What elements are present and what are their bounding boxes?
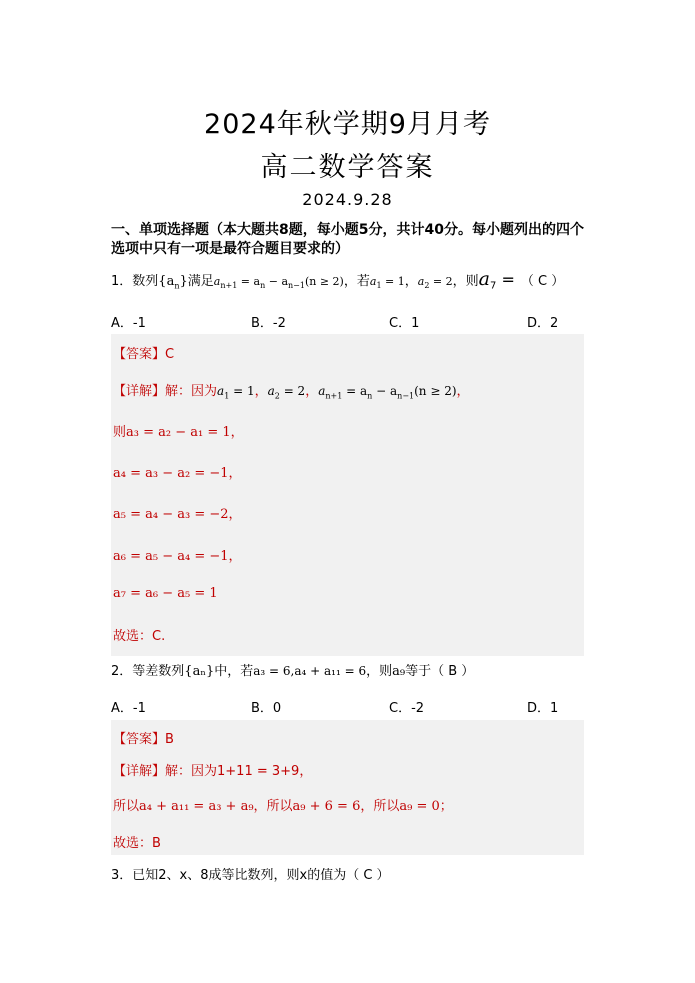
answer-value: C [165,347,175,362]
question-number: 1． [111,274,133,289]
answer-line-1 [113,343,174,362]
answer-value: B [165,732,174,747]
section-heading: 一、单项选择题（本大题共8题，每小题5分，共计40分。每小题列出的四个选项中只有一项是最符合题目要求的） [111,222,584,257]
detail-line-q2-1: 【详解】解：因为1+11 = 3+9， [113,764,313,779]
detail-tag: 【详解】 [113,764,166,779]
choice-b: B．0 [251,701,282,716]
conclusion-2: 故选：B [113,836,161,851]
conclusion-1: 故选：C. [113,629,166,644]
detail-line-2: 则a₃ = a₂ − a₁ = 1， [113,425,244,440]
answer-line-2 [113,728,174,747]
question-3: 3．已知2、x、8成等比数列，则x的值为（ C ） [111,868,390,883]
question-2: 2．等差数列{aₙ}中，若a₃ = 6,a₄ + a₁₁ = 6，则a₉等于（ B ） [111,664,475,679]
choice-d: D．1 [527,701,559,716]
answer-tag: 【答案】 [113,347,166,362]
choice-c: C．-2 [389,701,425,716]
answer-block-2 [111,720,584,855]
choice-a: A．-1 [111,316,146,331]
choice-b: B．-2 [251,316,286,331]
exam-title: 2024年秋学期9月月考 [204,109,491,140]
answer-tag: 【答案】 [113,732,166,747]
detail-line-3: a₄ = a₃ − a₂ = −1， [113,466,242,481]
detail-line-4: a₅ = a₄ − a₃ = −2， [113,507,242,522]
question-number: 2． [111,664,133,679]
question-1: 1．数列$\{a_n\}$满足$a_{n+1} = a_n - a_{n-1}(n \ge 2)$，若$a_1 = 1$，$a_2 = 2$，则$a_7$ = （ C ） [111,268,565,292]
exam-date: 2024.9.28 [302,190,393,209]
choice-c: C．1 [389,316,420,331]
detail-line-5: a₆ = a₅ − a₄ = −1， [113,549,242,564]
choice-a: A．-1 [111,701,146,716]
detail-line-1: 【详解】解：因为$a_1 = 1$，$a_2 = 2$，$a_{n+1} = a_n - a_{n-1}(n \ge 2)$， [113,384,470,401]
choice-d: D．2 [527,316,559,331]
detail-tag: 【详解】 [113,384,166,399]
exam-subtitle: 高二数学答案 [260,152,435,183]
detail-line-q2-2: 所以a₄ + a₁₁ = a₃ + a₉，所以a₉ + 6 = 6，所以a₉ = 0； [113,799,453,814]
question-number: 3． [111,868,133,883]
detail-line-6: a₇ = a₆ − a₅ = 1 [113,586,218,601]
